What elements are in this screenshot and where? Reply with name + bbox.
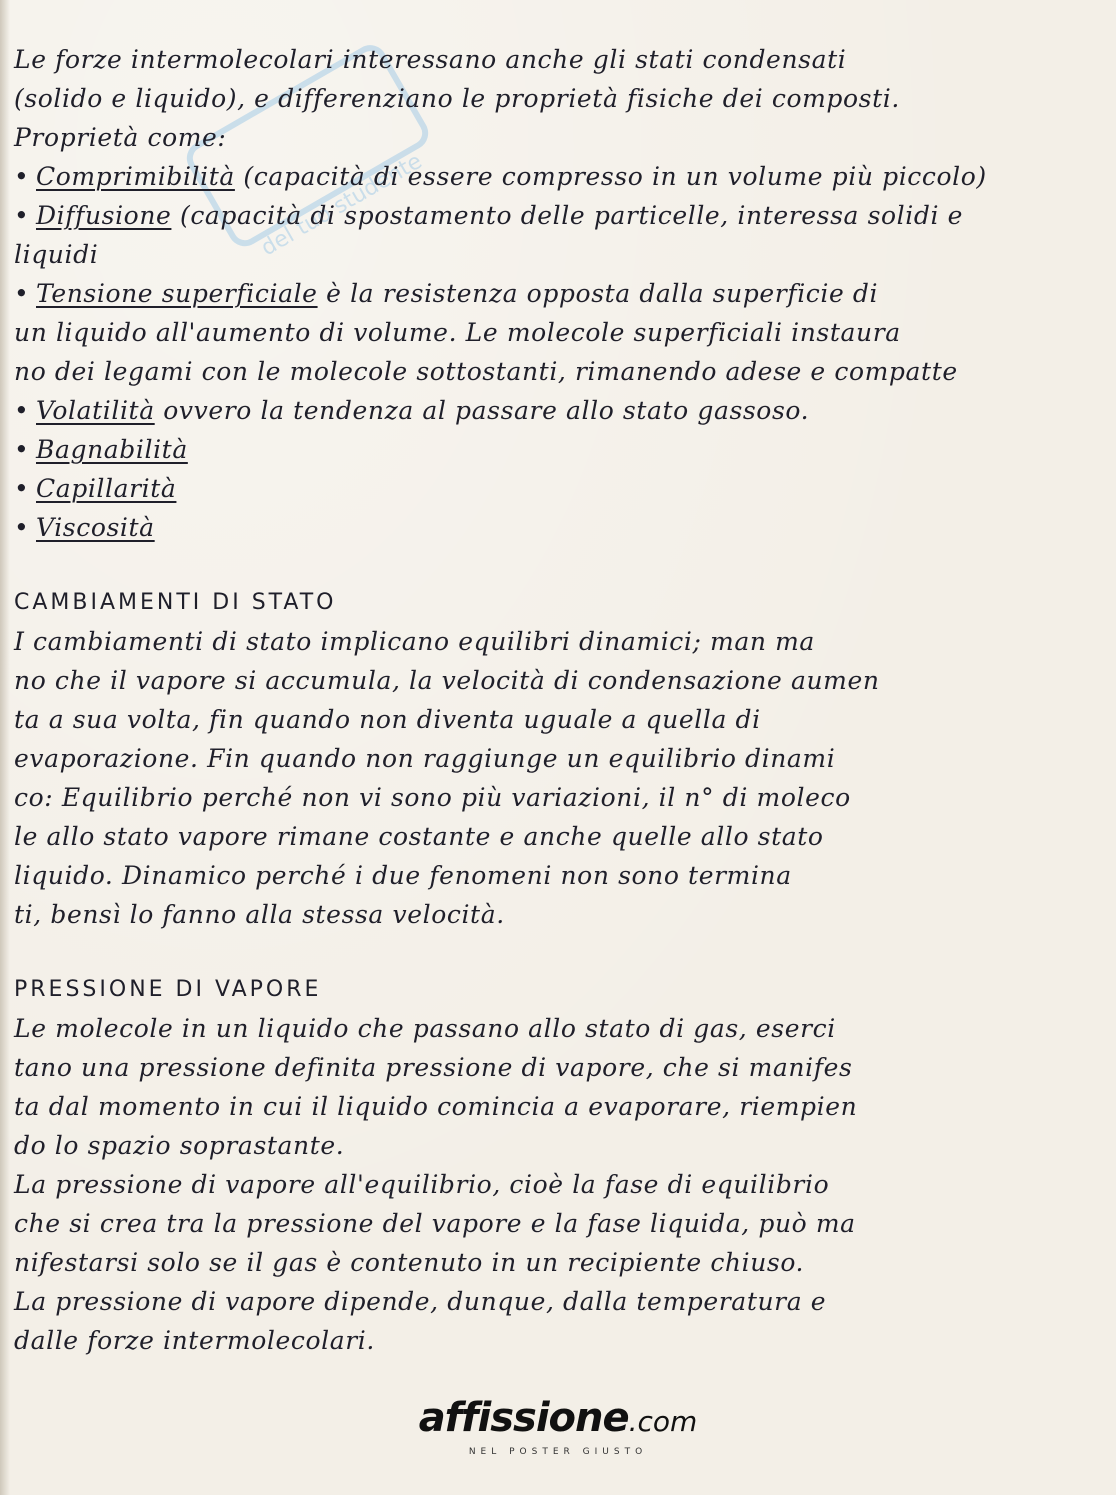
state-changes-paragraph xyxy=(14,622,1064,934)
property-continuation: un liquido all'aumento di volume. Le molecole superficiali instaura xyxy=(14,318,901,347)
property-item xyxy=(14,196,1064,235)
page-edge-shadow xyxy=(0,0,10,1495)
property-item xyxy=(14,274,1064,313)
text-line: tano una pressione definita pressione di vapore, che si manifes xyxy=(14,1053,853,1082)
vapor-pressure-paragraph xyxy=(14,1009,1064,1360)
text-line: do lo spazio soprastante. xyxy=(14,1131,345,1160)
property-term: Capillarità xyxy=(36,474,177,503)
bullet-icon: • xyxy=(14,396,30,425)
properties-list xyxy=(14,157,1064,547)
bullet-icon: • xyxy=(14,435,30,464)
text-line: liquido. Dinamico perché i due fenomeni non sono termina xyxy=(14,861,792,890)
text-line: ta a sua volta, fin quando non diventa uguale a quella di xyxy=(14,705,761,734)
watermark-text: del tuo studente xyxy=(257,148,427,262)
property-item xyxy=(14,391,1064,430)
property-continuation: liquidi xyxy=(14,240,99,269)
state-changes-heading: CAMBIAMENTI DI STATO xyxy=(14,590,337,615)
property-item xyxy=(14,157,1064,196)
vapor-pressure-heading: PRESSIONE DI VAPORE xyxy=(14,977,322,1002)
text-line: Proprietà come: xyxy=(14,123,227,152)
text-line: le allo stato vapore rimane costante e anche quelle allo stato xyxy=(14,822,824,851)
text-line: Le molecole in un liquido che passano allo stato di gas, eserci xyxy=(14,1014,836,1043)
property-description: (capacità di spostamento delle particelle, interessa solidi e xyxy=(171,201,964,230)
text-line: che si crea tra la pressione del vapore e la fase liquida, può ma xyxy=(14,1209,856,1238)
property-item xyxy=(14,469,1064,508)
property-term: Comprimibilità xyxy=(36,162,235,191)
text-line: Le forze intermolecolari interessano anche gli stati condensati xyxy=(14,45,847,74)
text-line: La pressione di vapore all'equilibrio, cioè la fase di equilibrio xyxy=(14,1170,830,1199)
property-term: Tensione superficiale xyxy=(36,279,318,308)
text-line: ti, bensì lo fanno alla stessa velocità. xyxy=(14,900,505,929)
text-line: dalle forze intermolecolari. xyxy=(14,1326,375,1355)
property-term: Diffusione xyxy=(36,201,172,230)
bullet-icon: • xyxy=(14,162,30,191)
text-line: I cambiamenti di stato implicano equilibri dinamici; man ma xyxy=(14,627,815,656)
footer-tagline: NEL POSTER GIUSTO xyxy=(468,1447,648,1457)
text-line: evaporazione. Fin quando non raggiunge un equilibrio dinami xyxy=(14,744,836,773)
property-item xyxy=(14,430,1064,469)
text-line: La pressione di vapore dipende, dunque, dalla temperatura e xyxy=(14,1287,827,1316)
property-item xyxy=(14,508,1064,547)
property-description: ovvero la tendenza al passare allo stato gassoso. xyxy=(154,396,810,425)
footer-branding xyxy=(0,1395,1116,1457)
text-line: no che il vapore si accumula, la velocità di condensazione aumen xyxy=(14,666,880,695)
property-continuation: no dei legami con le molecole sottostanti, rimanendo adese e compatte xyxy=(14,357,958,386)
text-line: ta dal momento in cui il liquido comincia a evaporare, riempien xyxy=(14,1092,858,1121)
bullet-icon: • xyxy=(14,279,30,308)
bullet-icon: • xyxy=(14,201,30,230)
logo-domain: .com xyxy=(628,1405,698,1438)
logo-text: affissione xyxy=(418,1395,629,1441)
property-term: Viscosità xyxy=(36,513,155,542)
bullet-icon: • xyxy=(14,513,30,542)
property-description: (capacità di essere compresso in un volume più piccolo) xyxy=(234,162,987,191)
property-term: Bagnabilità xyxy=(36,435,188,464)
text-line: co: Equilibrio perché non vi sono più variazioni, il n° di moleco xyxy=(14,783,851,812)
text-line: (solido e liquido), e differenziano le proprietà fisiche dei composti. xyxy=(14,84,900,113)
property-term: Volatilità xyxy=(36,396,155,425)
footer-logo xyxy=(0,1395,1116,1441)
notes-content xyxy=(14,40,1064,1360)
property-description: è la resistenza opposta dalla superficie di xyxy=(317,279,879,308)
bullet-icon: • xyxy=(14,474,30,503)
text-line: nifestarsi solo se il gas è contenuto in un recipiente chiuso. xyxy=(14,1248,805,1277)
intro-paragraph xyxy=(14,40,1064,157)
